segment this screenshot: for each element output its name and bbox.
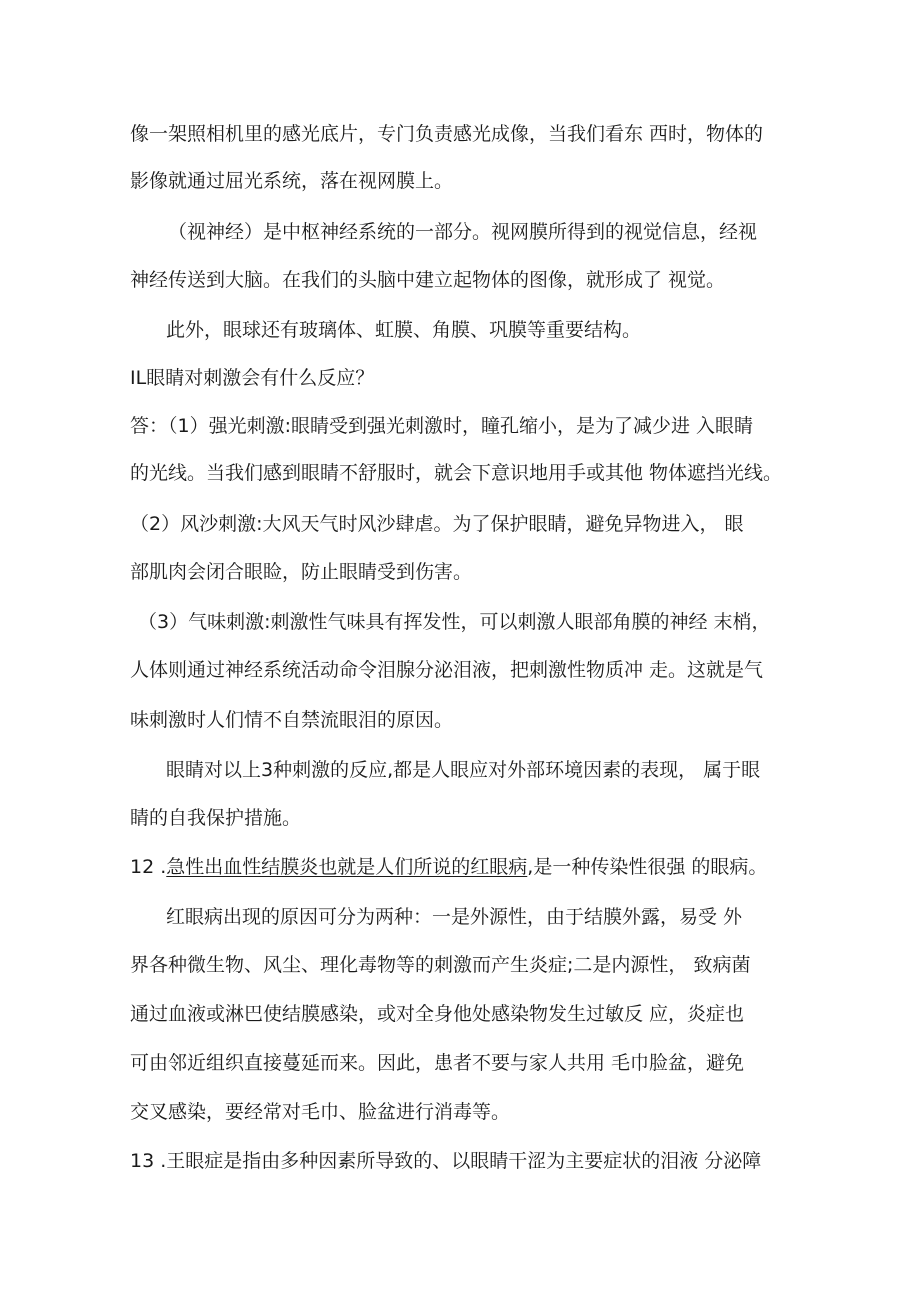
paragraph-retina-line2: 影像就通过屈光系统，落在视网膜上。 (130, 170, 454, 192)
summary-line2: 睛的自我保护措施。 (130, 807, 302, 829)
paragraph-red-eye-line1: 红眼病出现的原因可分为两种：一是外源性，由于结膜外露，易受 外 (166, 906, 743, 928)
paragraph-retina-line1: 像一架照相机里的感光底片，专门负责感光成像，当我们看东 西时，物体的 (130, 123, 764, 145)
paragraph-optic-nerve-line2: 神经传送到大脑。在我们的头脑中建立起物体的图像，就形成了 视觉。 (130, 269, 726, 291)
item-12-rest: ,是一种传染性很强 的眼病。 (527, 856, 768, 878)
paragraph-red-eye-line3: 通过血液或淋巴使结膜感染，或对全身他处感染物发生过敏反 应，炎症也 (130, 1003, 745, 1025)
summary-line1: 眼睛对以上3种刺激的反应,都是人眼应对外部环境因素的表现， 属于眼 (166, 759, 761, 781)
paragraph-red-eye-line4: 可由邻近组织直接蔓延而来。因此，患者不要与家人共用 毛巾脸盆，避免 (130, 1052, 745, 1074)
paragraph-red-eye-line5: 交叉感染，要经常对毛巾、脸盆进行消毒等。 (130, 1101, 511, 1123)
item-13-number: 13 . (130, 1150, 167, 1172)
paragraph-red-eye-line2: 界各种微生物、风尘、理化毒物等的刺激而产生炎症;二是内源性， 致病菌 (130, 954, 751, 976)
item-13-text: 王眼症是指由多种因素所导致的、以眼睛干涩为主要症状的泪液 分泌障 (166, 1150, 762, 1172)
answer-wind-sand-line1: （2）风沙刺激:大风天气时风沙肆虐。为了保护眼睛，避免异物进入， 眼 (130, 513, 744, 535)
paragraph-optic-nerve-line1: （视神经）是中枢神经系统的一部分。视网膜所得到的视觉信息，经视 (168, 221, 758, 243)
question-11-heading: IL眼睛对刺激会有什么反应？ (130, 367, 375, 389)
item-12-number: 12 . (130, 856, 167, 878)
item-12-underlined-text: 急性出血性结膜炎也就是人们所说的红眼病 (166, 856, 528, 878)
paragraph-other-structures: 此外，眼球还有玻璃体、虹膜、角膜、巩膜等重要结构。 (166, 319, 642, 341)
item-13-line (130, 1147, 761, 1175)
answer-odor-line2: 人体则通过神经系统活动命令泪腺分泌泪液，把刺激性物质冲 走。这就是气 (130, 659, 764, 681)
answer-strong-light-line2: 的光线。当我们感到眼睛不舒服时，就会下意识地用手或其他 物体遮挡光线。 (130, 462, 783, 484)
answer-odor-line1: （3）气味刺激:刺激性气味具有挥发性，可以刺激人眼部角膜的神经 末梢， (138, 611, 771, 633)
answer-strong-light-line1: 答：（1）强光刺激:眼睛受到强光刺激时，瞳孔缩小，是为了减少进 入眼睛 (130, 415, 754, 437)
answer-odor-line3: 味刺激时人们情不自禁流眼泪的原因。 (130, 709, 454, 731)
answer-wind-sand-line2: 部肌肉会闭合眼睑，防止眼睛受到伤害。 (130, 561, 473, 583)
item-12-line (130, 853, 767, 881)
